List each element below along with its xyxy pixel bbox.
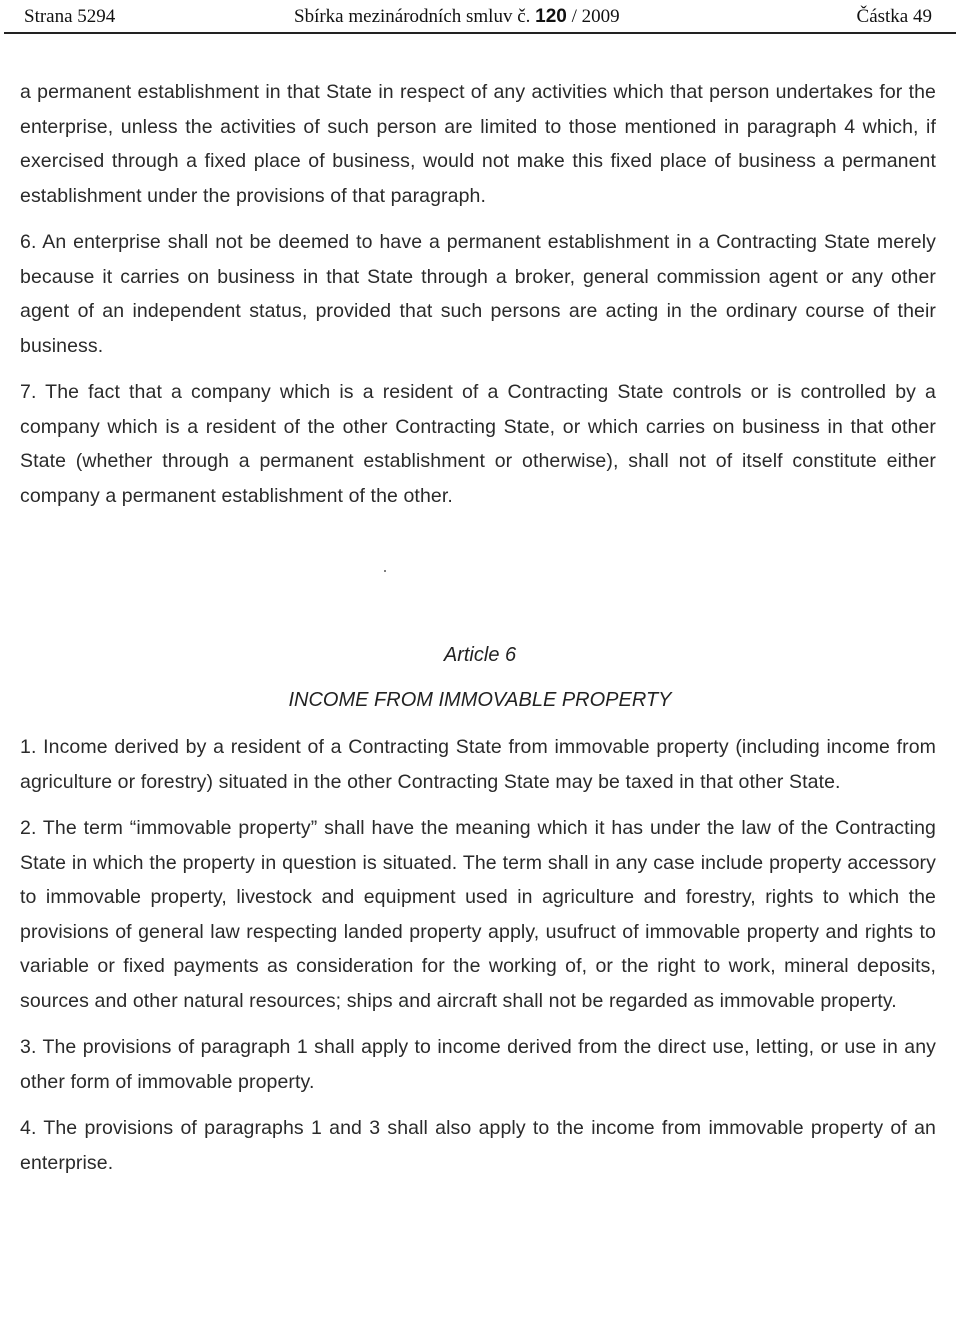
collection-name: Sbírka mezinárodních smluv č. <box>294 6 531 27</box>
collection-year: / 2009 <box>571 6 620 27</box>
collection-title <box>294 6 620 28</box>
paragraph-6: 6. An enterprise shall not be deemed to have a permanent establishment in a Contracting State merely because it carries on business in that State through a broker, general commission agent or any other agent of an independent status, provided that such persons are acting in the ordinary course of their business. <box>20 231 936 357</box>
article-title: Article 6 <box>443 644 517 666</box>
paragraph-continuation: a permanent establishment in that State in respect of any activities which that person undertakes for the enterprise, unless the activities of such person are limited to those mentioned in paragraph 4 which, if exercised through a fixed place of business, would not make this fixed place of business a permanent establishment under the provisions of that paragraph. <box>20 81 936 207</box>
article-paragraph-2: 2. The term “immovable property” shall have the meaning which it has under the law of the Contracting State in which the property in question is situated. The term shall in any case include property accessory to immovable property, livestock and equipment used in agriculture and forestry, rights to which the provisions of general law respecting landed property apply, usufruct of immovable property and rights to variable or fixed payments as consideration for the working of, or the right to work, mineral deposits, sources and other natural resources; ships and aircraft shall not be regarded as immovable property. <box>20 817 936 1012</box>
issue-number: Částka 49 <box>856 6 932 27</box>
article-paragraph-3: 3. The provisions of paragraph 1 shall apply to income derived from the direct use, letting, or use in any other form of immovable property. <box>20 1036 936 1093</box>
page-number: Strana 5294 <box>24 6 116 27</box>
collection-number: 120 <box>535 6 567 27</box>
paragraph-7: 7. The fact that a company which is a resident of a Contracting State controls or is controlled by a company which is a resident of the other Contracting State, or which carries on business in that other State (whether through a permanent establishment or otherwise), shall not of itself constitute either company a permanent establishment of the other. <box>20 381 936 507</box>
header-divider <box>4 32 956 34</box>
article-paragraph-1: 1. Income derived by a resident of a Contracting State from immovable property (including income from agriculture or forestry) situated in the other Contracting State may be taxed in that other State. <box>20 736 936 793</box>
article-paragraph-4: 4. The provisions of paragraphs 1 and 3 shall also apply to the income from immovable property of an enterprise. <box>20 1117 936 1174</box>
body-section-article <box>20 730 936 1180</box>
page-header <box>18 4 944 30</box>
article-subtitle: INCOME FROM IMMOVABLE PROPERTY <box>288 689 672 711</box>
stray-mark <box>384 570 386 572</box>
body-section-top <box>20 75 936 513</box>
